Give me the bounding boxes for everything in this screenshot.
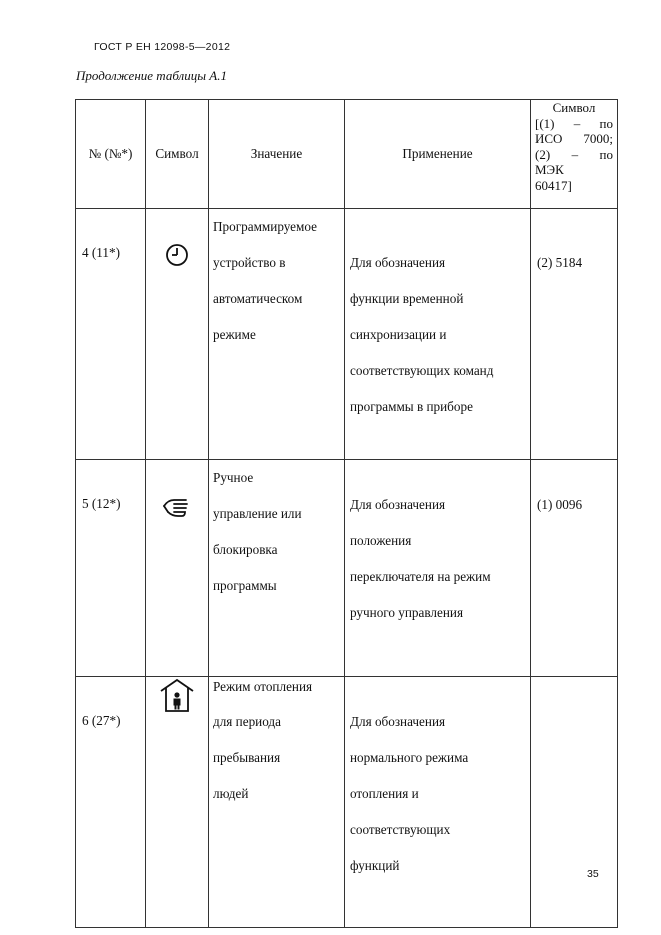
symbol-ref-line: 60417] — [535, 177, 572, 193]
application-cell: Для обозначения нормального режима отопления и соответствующих функций — [345, 677, 531, 928]
symbol-ref-line: [(1) – по — [535, 115, 613, 131]
symbol-ref-cell: (2) 5184 — [531, 209, 618, 460]
column-header-application: Применение — [345, 100, 531, 209]
table-caption: Продолжение таблицы А.1 — [76, 68, 227, 83]
page-number: 35 — [587, 868, 599, 880]
column-header-meaning: Значение — [209, 100, 345, 209]
standard-header: ГОСТ Р ЕН 12098-5—2012 — [94, 41, 231, 53]
column-header-symbol-ref — [531, 100, 618, 209]
symbol-ref-cell — [531, 677, 618, 928]
house-person-icon — [158, 677, 196, 713]
symbol-ref-line: ИСО 7000; — [535, 131, 613, 146]
column-header-symbol: Символ — [146, 100, 209, 209]
meaning-cell: Ручное управление или блокировка программы — [209, 460, 345, 677]
table-row — [76, 209, 618, 460]
symbol-cell — [146, 460, 209, 677]
symbol-ref-cell: (1) 0096 — [531, 460, 618, 677]
symbol-ref-line: Символ — [552, 100, 596, 115]
meaning-cell: Программируемое устройство в автоматическом режиме — [209, 209, 345, 460]
table-row — [76, 677, 618, 928]
symbol-ref-line: МЭК — [535, 162, 564, 177]
table-row — [76, 460, 618, 677]
hand-icon — [162, 494, 192, 520]
row-number: 6 (27*) — [76, 677, 146, 928]
table-header-row — [76, 100, 618, 209]
row-number: 4 (11*) — [76, 209, 146, 460]
symbol-ref-line: (2) – по — [535, 146, 613, 162]
symbols-table — [75, 99, 618, 928]
symbol-cell — [146, 209, 209, 460]
column-header-number: № (№*) — [76, 100, 146, 209]
row-number: 5 (12*) — [76, 460, 146, 677]
symbol-cell — [146, 677, 209, 928]
clock-icon — [165, 243, 189, 267]
meaning-cell: Режим отопления для периода пребывания людей — [209, 677, 345, 928]
application-cell: Для обозначения функции временной синхронизации и соответствующих команд программы в приборе — [345, 209, 531, 460]
application-cell: Для обозначения положения переключателя на режим ручного управления — [345, 460, 531, 677]
